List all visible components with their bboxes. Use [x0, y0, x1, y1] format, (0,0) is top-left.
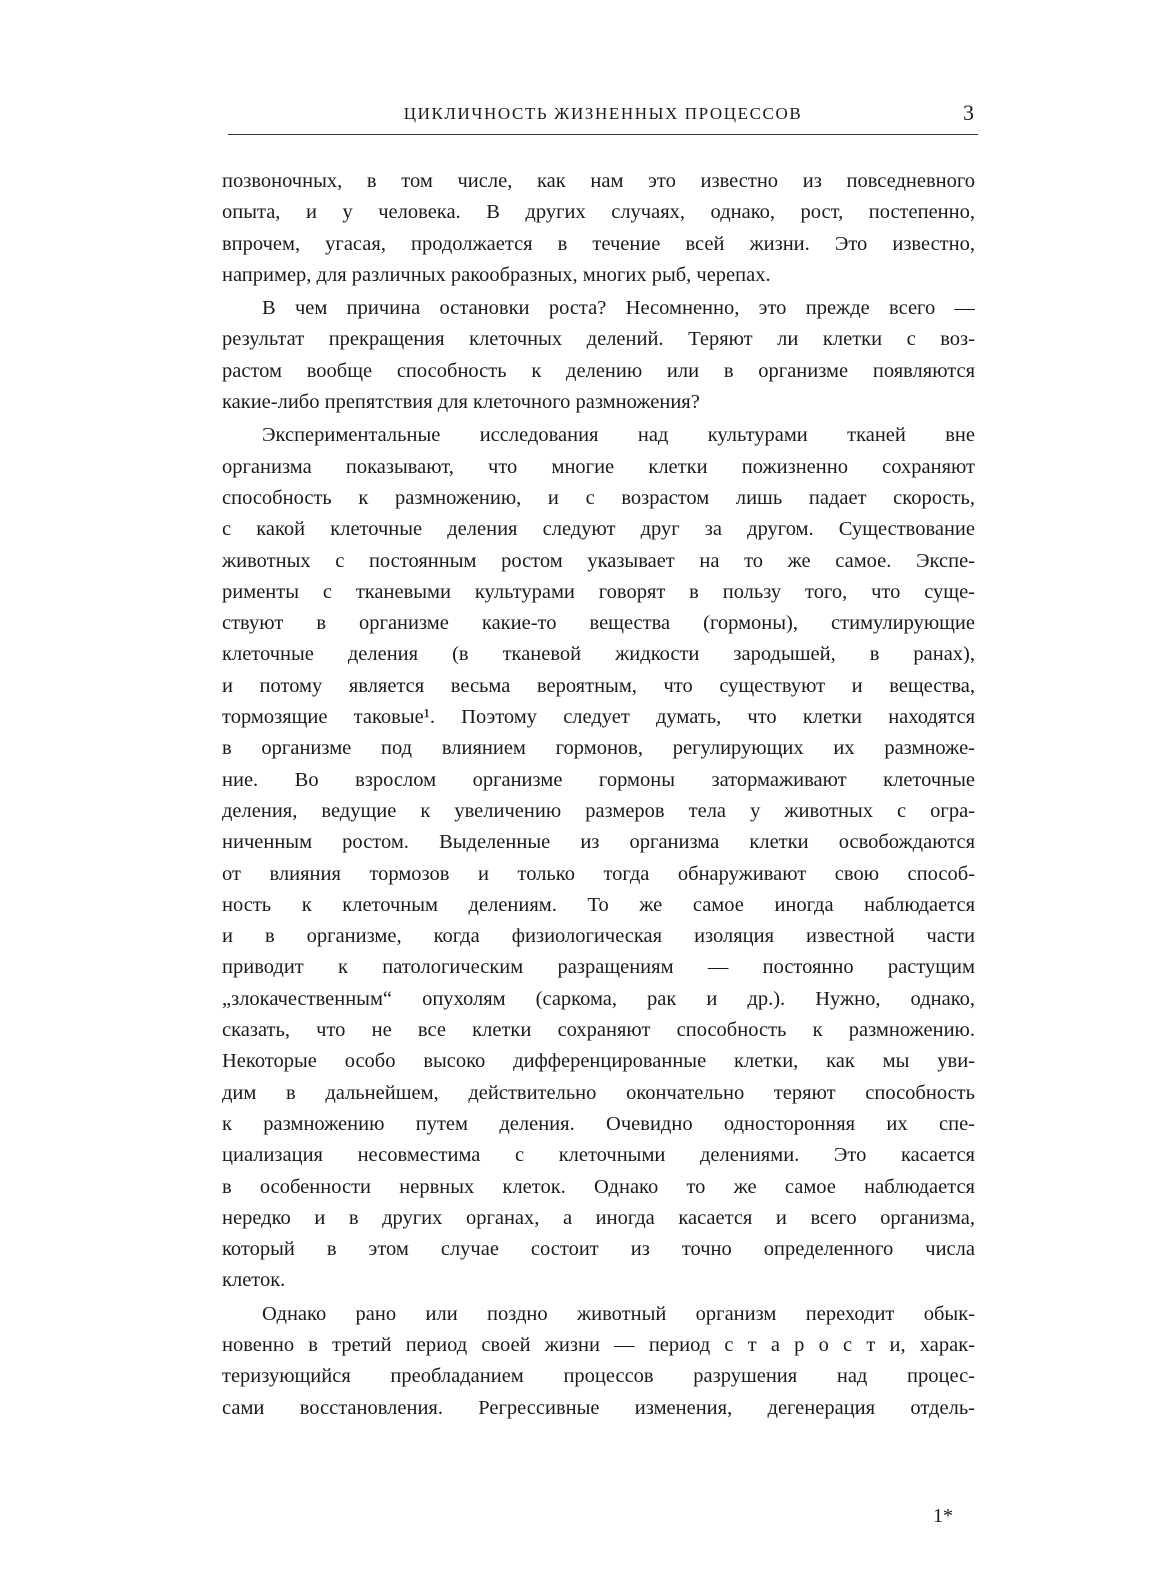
- text-line: Некоторые особо высоко дифференцированные клетки, как мы уви-: [222, 1050, 975, 1073]
- signature-mark: 1*: [933, 1505, 953, 1527]
- text-line: организма показывают, что многие клетки пожизненно сохраняют: [222, 455, 975, 478]
- text-line: сами восстановления. Регрессивные изменения, дегенерация отдель-: [222, 1396, 975, 1419]
- text-line: который в этом случае состоит из точно определенного числа: [222, 1238, 975, 1261]
- text-line: опыта, и у человека. В других случаях, однако, рост, постепенно,: [222, 201, 975, 224]
- running-title: ЦИКЛИЧНОСТЬ ЖИЗНЕННЫХ ПРОЦЕССОВ: [403, 104, 803, 123]
- text-line: к размножению путем деления. Очевидно односторонняя их спе-: [222, 1112, 975, 1135]
- text-line: клеток.: [222, 1269, 286, 1292]
- text-line: результат прекращения клеточных делений. Теряют ли клетки с воз-: [222, 328, 975, 351]
- paragraph-2: [222, 293, 975, 418]
- text-line: новенно в третий период своей жизни — период с т а р о с т и, харак-: [222, 1333, 975, 1356]
- running-head: [228, 100, 978, 134]
- body-text: [222, 166, 975, 1424]
- text-line: например, для различных ракообразных, многих рыб, черепах.: [222, 263, 771, 286]
- text-line: и в организме, когда физиологическая изоляция известной части: [222, 925, 975, 948]
- text-line: с какой клеточные деления следуют друг за другом. Существование: [222, 518, 975, 541]
- text-line: теризующийся преобладанием процессов разрушения над процес-: [222, 1365, 975, 1388]
- text-line: ниченным ростом. Выделенные из организма клетки освобождаются: [222, 831, 975, 854]
- text-line: клеточные деления (в тканевой жидкости зародышей, в ранах),: [222, 643, 975, 666]
- paragraph-4: [222, 1299, 975, 1424]
- text-line: Однако рано или поздно животный организм переходит обык-: [262, 1302, 975, 1325]
- text-line: в особенности нервных клеток. Однако то же самое наблюдается: [222, 1175, 975, 1198]
- text-line: какие-либо препятствия для клеточного размножения?: [222, 391, 700, 414]
- text-line: ствуют в организме какие-то вещества (гормоны), стимулирующие: [222, 612, 975, 635]
- text-line: циализация несовместима с клеточными делениями. Это касается: [222, 1144, 975, 1167]
- text-line: сказать, что не все клетки сохраняют способность к размножению.: [222, 1019, 975, 1042]
- text-line: рименты с тканевыми культурами говорят в пользу того, что суще-: [222, 580, 975, 603]
- text-line: впрочем, угасая, продолжается в течение всей жизни. Это известно,: [222, 232, 975, 255]
- text-line: деления, ведущие к увеличению размеров тела у животных с огра-: [222, 799, 975, 822]
- text-line: тормозящие таковые¹. Поэтому следует думать, что клетки находятся: [222, 706, 975, 729]
- text-line: дим в дальнейшем, действительно окончательно теряют способность: [222, 1081, 975, 1104]
- text-line: В чем причина остановки роста? Несомненно, это прежде всего —: [262, 297, 975, 320]
- text-line: животных с постоянным ростом указывает на то же самое. Экспе-: [222, 549, 975, 572]
- paragraph-3: [222, 420, 975, 1296]
- text-line: ние. Во взрослом организме гормоны затормаживают клеточные: [222, 768, 975, 791]
- text-line: приводит к патологическим разращениям — постоянно растущим: [222, 956, 975, 979]
- text-line: от влияния тормозов и только тогда обнаруживают свою способ-: [222, 862, 975, 885]
- text-line: Экспериментальные исследования над культурами тканей вне: [262, 424, 975, 447]
- page-number: 3: [963, 100, 974, 125]
- text-line: способность к размножению, и с возрастом лишь падает скорость,: [222, 486, 975, 509]
- header-rule: [228, 134, 978, 135]
- paragraph-1: [222, 166, 975, 291]
- text-line: позвоночных, в том числе, как нам это известно из повседневного: [222, 170, 975, 192]
- text-line: растом вообще способность к делению или в организме появляются: [222, 359, 975, 382]
- text-line: и потому является весьма вероятным, что существуют и вещества,: [222, 674, 975, 697]
- text-line: в организме под влиянием гормонов, регулирующих их размноже-: [222, 737, 975, 760]
- text-line: „злокачественным“ опухолям (саркома, рак и др.). Нужно, однако,: [222, 987, 975, 1010]
- text-line: ность к клеточным делениям. То же самое иногда наблюдается: [222, 893, 975, 916]
- text-line: нередко и в других органах, а иногда касается и всего организма,: [222, 1206, 975, 1229]
